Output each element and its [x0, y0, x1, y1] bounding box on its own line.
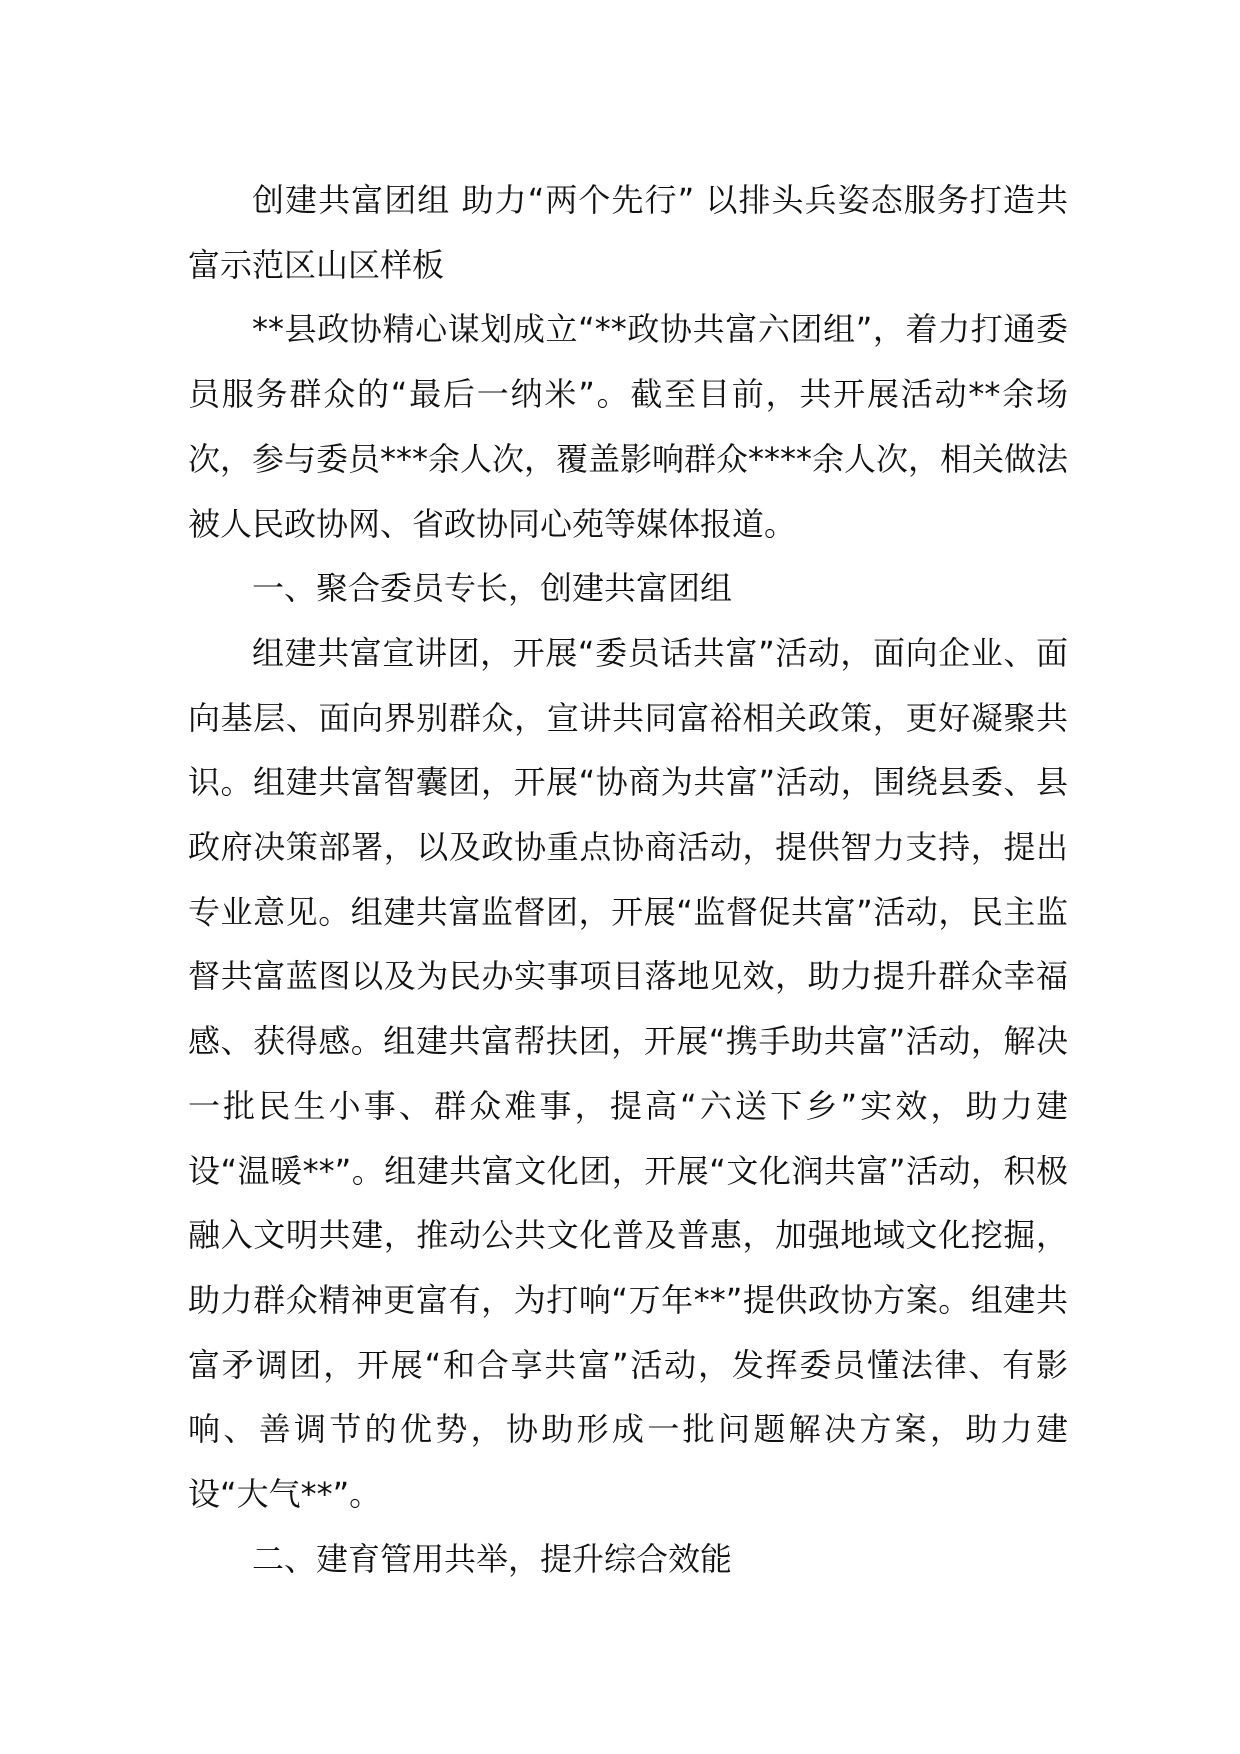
section-2-heading: 二、建育管用共举，提升综合效能	[252, 1539, 733, 1578]
document-body	[188, 168, 1068, 1591]
section-1-paragraph: 组建共富宣讲团，开展“委员话共富”活动，面向企业、面向基层、面向界别群众，宣讲共同富裕相关政策，更好凝聚共识。组建共富智囊团，开展“协商为共富”活动，围绕县委、县政府决策部署，以及政协重点协商活动，提供智力支持，提出专业意见。组建共富监督团，开展“监督促共富”活动，民主监督共富蓝图以及为民办实事项目落地见效，助力提升群众幸福感、获得感。组建共富帮扶团，开展“携手助共富”活动，解决一批民生小事、群众难事，提高“六送下乡”实效，助力建设“温暖**”。组建共富文化团，开展“文化润共富”活动，积极融入文明共建，推动公共文化普及普惠，加强地域文化挖掘，助力群众精神更富有，为打响“万年**”提供政协方案。组建共富矛调团，开展“和合享共富”活动，发挥委员懂法律、有影响、善调节的优势，协助形成一批问题解决方案，助力建设“大气**”。	[188, 633, 1068, 1514]
document-title: 创建共富团组 助力“两个先行” 以排头兵姿态服务打造共富示范区山区样板	[188, 181, 1068, 284]
intro-paragraph: **县政协精心谋划成立“**政协共富六团组”，着力打通委员服务群众的“最后一纳米”。截至目前，共开展活动**余场次，参与委员***余人次，覆盖影响群众****余人次，相关做法被人民政协网、省政协同心苑等媒体报道。	[188, 310, 1069, 543]
section-1-heading: 一、聚合委员专长，创建共富团组	[252, 569, 733, 608]
